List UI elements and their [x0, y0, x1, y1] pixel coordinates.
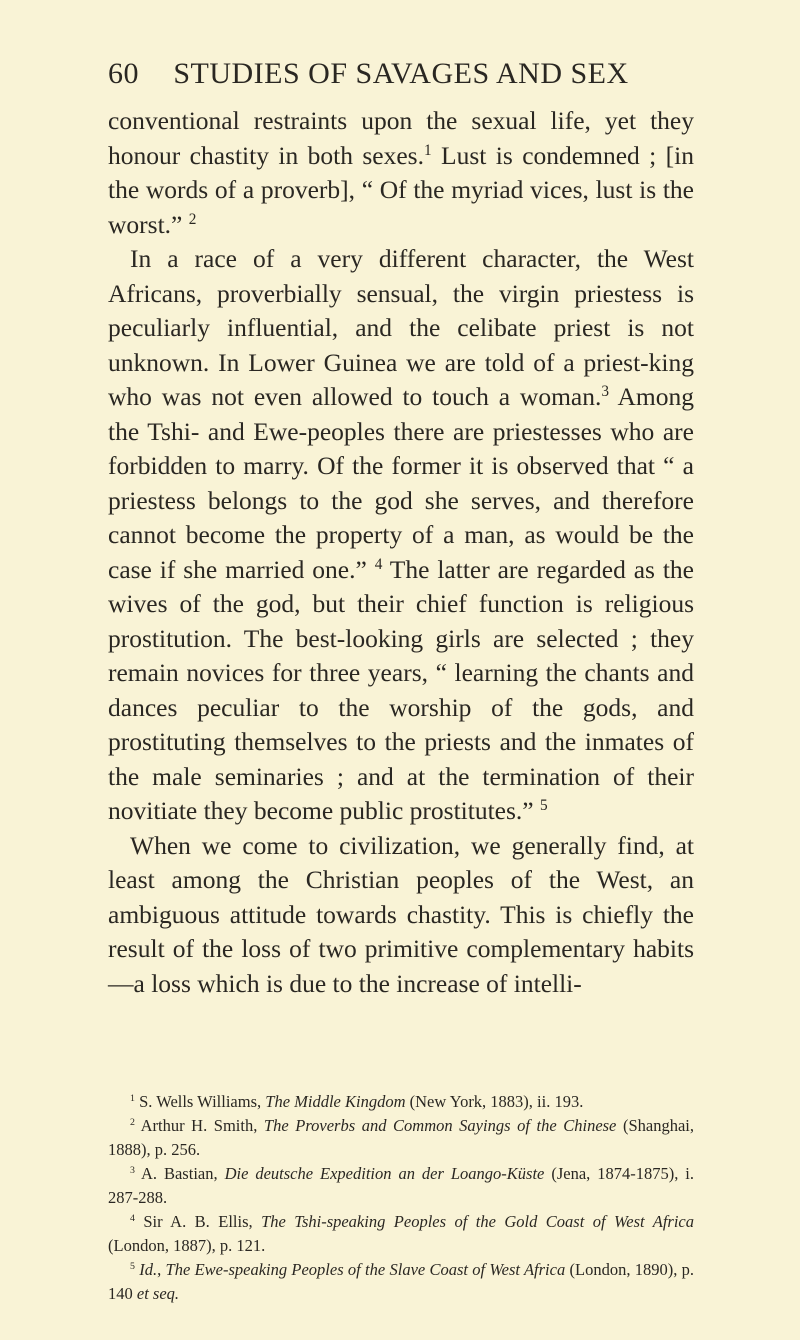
- footnote-ref-5: 5: [539, 796, 548, 814]
- footnote-details: (Jena, 1874-1875), i. 287-288.: [108, 1164, 695, 1207]
- paragraph-2-text-b: Among the Tshi- and Ewe-peoples there are priestesses who are forbidden to marry. Of the former it is observed that “ a priestess belongs to the god she serves, and therefore cannot become the property of a man, as would be the case if she married one.”: [108, 382, 695, 584]
- footnote-details: (Shanghai, 1888), p. 256.: [108, 1116, 694, 1159]
- footnote-1: [108, 1090, 694, 1114]
- paragraph-2: [108, 242, 694, 829]
- footnote-ref-3: 3: [601, 382, 610, 400]
- footnote-2: [108, 1114, 694, 1162]
- footnote-mark: 4: [130, 1213, 135, 1225]
- footnote-details: (London, 1890), p. 140: [108, 1260, 695, 1303]
- footnote-4: [108, 1210, 694, 1258]
- paragraph-1: [108, 104, 694, 242]
- paragraph-3-text: When we come to civilization, we generally find, at least among the Christian peoples of the West, an ambiguous attitude towards chastity. This is chiefly the result of the loss of two primitive complementary habits—a loss which is due to the increase of intelli-: [108, 830, 694, 998]
- footnote-author: A. Bastian,: [134, 1164, 225, 1183]
- footnotes: [108, 1090, 694, 1306]
- footnote-author: Arthur H. Smith,: [134, 1116, 264, 1135]
- footnote-5: [108, 1258, 694, 1306]
- footnote-ref-2: 2: [188, 210, 197, 228]
- footnote-title: The Ewe-speaking Peoples of the Slave Coast of West Africa: [165, 1260, 566, 1279]
- footnote-details: (New York, 1883), ii. 193.: [405, 1092, 584, 1111]
- footnote-ref-1: 1: [423, 141, 432, 159]
- paragraph-2-text-a: In a race of a very different character, the West Africans, proverbially sensual, the virgin priestess is peculiarly influential, and the celibate priest is not unknown. In Lower Guinea we are told of a priest-king who was not even allowed to touch a woman.: [108, 244, 694, 411]
- footnote-title: The Proverbs and Common Sayings of the Chinese: [263, 1116, 617, 1135]
- footnote-mark: 3: [130, 1165, 135, 1177]
- footnote-author: Sir A. B. Ellis,: [134, 1212, 262, 1231]
- paragraph-1-text-b: Lust is condemned ; [in the words of a proverb], “ Of the myriad vices, lust is the worst.”: [108, 140, 694, 239]
- footnote-ibid: Id.: [139, 1260, 158, 1279]
- running-title: STUDIES OF SAVAGES AND SEX: [173, 57, 629, 90]
- footnote-separator: ,: [157, 1260, 166, 1279]
- footnote-title: The Tshi-speaking Peoples of the Gold Coast of West Africa: [261, 1212, 694, 1231]
- footnote-title: Die deutsche Expedition an der Loango-Küste: [224, 1164, 545, 1183]
- footnote-3: [108, 1162, 694, 1210]
- page-number: 60: [108, 57, 139, 90]
- footnote-mark: 2: [130, 1117, 135, 1129]
- footnote-ref-4: 4: [374, 555, 383, 573]
- footnote-title: The Middle Kingdom: [265, 1092, 406, 1111]
- footnote-author: S. Wells Williams,: [134, 1092, 266, 1111]
- footnote-et-seq: et seq.: [136, 1284, 180, 1303]
- body-text: [108, 104, 694, 1001]
- paragraph-3: [108, 829, 694, 1002]
- footnote-mark: 5: [130, 1261, 135, 1273]
- footnote-details: (London, 1887), p. 121.: [108, 1236, 266, 1255]
- footnote-mark: 1: [130, 1093, 135, 1105]
- paragraph-2-text-c: The latter are regarded as the wives of the god, but their chief function is religious prostitution. The best-looking girls are selected ; they remain novices for three years, “ learning the chants and dances peculiar to the worship of the gods, and prostituting themselves to the priests and the inmates of the male seminaries ; and at the termination of their novitiate they become public prostitutes.”: [108, 554, 695, 825]
- paragraph-1-text-a: conventional restraints upon the sexual life, yet they honour chastity in both sexes.: [108, 106, 694, 170]
